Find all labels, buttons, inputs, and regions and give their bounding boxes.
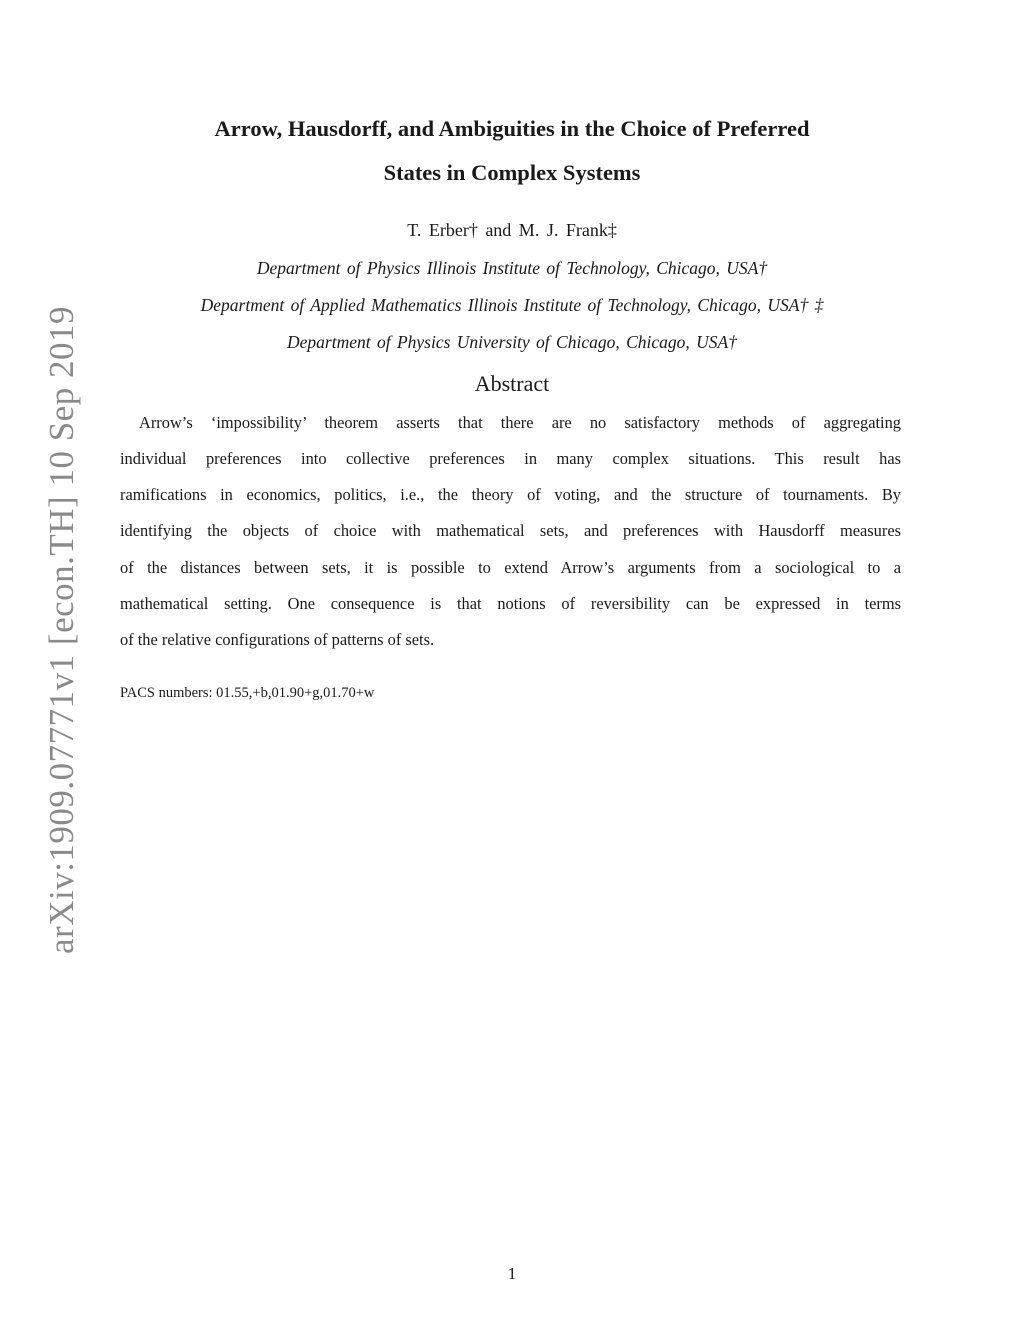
abstract-line: of the relative configurations of patterns of sets.: [120, 630, 435, 649]
paper-title-line-1: Arrow, Hausdorff, and Ambiguities in the Choice of Preferred: [214, 116, 810, 141]
abstract-line: individual preferences into collective preferences in many complex situations. This result has: [120, 449, 901, 468]
affiliation-1: Department of Physics Illinois Institute of Technology, Chicago, USA†: [256, 258, 768, 278]
author-list: T. Erber† and M. J. Frank‡: [407, 220, 617, 240]
affiliation-2: Department of Applied Mathematics Illinois Institute of Technology, Chicago, USA† ‡: [200, 295, 824, 315]
paper-title-line-2: States in Complex Systems: [383, 160, 641, 185]
arxiv-identifier: arXiv:1909.07771v1 [econ.TH] 10 Sep 2019: [42, 306, 81, 954]
affiliation-3: Department of Physics University of Chicago, Chicago, USA†: [287, 332, 737, 352]
abstract-line: ramifications in economics, politics, i.e., the theory of voting, and the structure of tournaments. By: [120, 485, 901, 504]
pacs-numbers: PACS numbers: 01.55,+b,01.90+g,01.70+w: [120, 685, 375, 701]
abstract-line: identifying the objects of choice with mathematical sets, and preferences with Hausdorff measures: [120, 521, 901, 540]
abstract-line: mathematical setting. One consequence is that notions of reversibility can be expressed in terms: [120, 594, 901, 613]
page-number: 1: [507, 1264, 517, 1283]
abstract-line: of the distances between sets, it is possible to extend Arrow’s arguments from a sociological to a: [120, 558, 901, 577]
abstract-line: Arrow’s ‘impossibility’ theorem asserts that there are no satisfactory methods of aggregating: [139, 413, 901, 432]
abstract-heading: Abstract: [474, 371, 550, 396]
